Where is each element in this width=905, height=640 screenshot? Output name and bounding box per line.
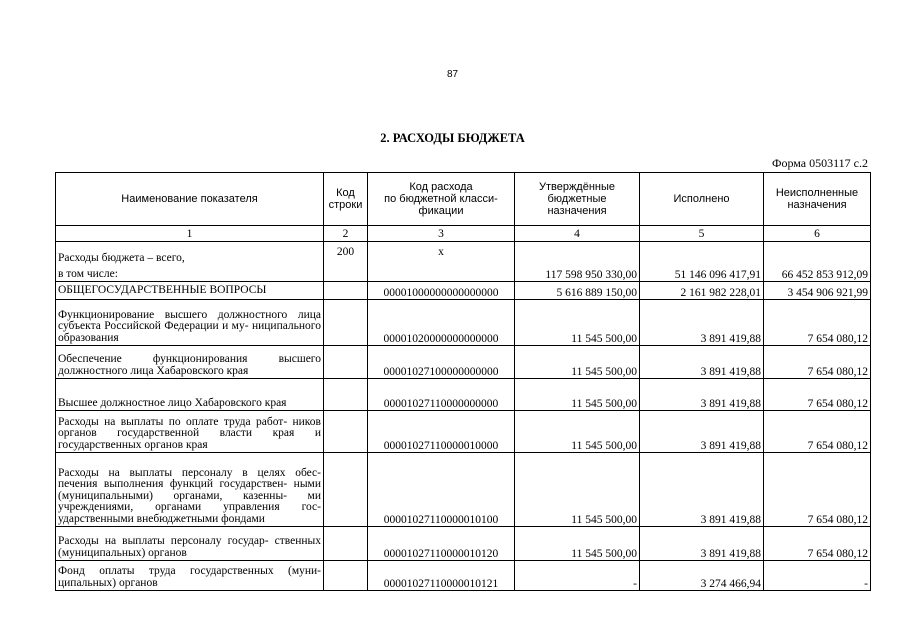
row-name: Высшее должностное лицо Хабаровского края [56, 379, 324, 411]
row-name-line1: Расходы бюджета – всего, [58, 252, 185, 264]
approved-value: 11 545 500,00 [515, 346, 640, 379]
executed-value: 3 891 419,88 [640, 411, 764, 453]
header-executed-text: Исполнено [673, 193, 730, 205]
header-class-code-line1: Код расхода [409, 181, 473, 193]
executed-value: 2 161 982 228,01 [640, 282, 764, 300]
column-number: 2 [324, 226, 368, 242]
table-row [56, 300, 871, 346]
class-code: x [368, 242, 515, 282]
header-approved-line2: бюджетные [547, 193, 607, 205]
executed-value: 3 891 419,88 [640, 527, 764, 561]
header-unexecuted-line2: назначения [787, 199, 847, 211]
table-row [56, 346, 871, 379]
class-code: 00001020000000000000 [368, 300, 515, 346]
header-row-code-line2: строки [328, 199, 363, 211]
form-label: Форма 0503117 с.2 [771, 156, 868, 170]
column-number: 1 [56, 226, 324, 242]
header-approved-line3: назначения [547, 205, 607, 217]
row-code [324, 282, 368, 300]
approved-value: 5 616 889 150,00 [515, 282, 640, 300]
header-name [56, 173, 324, 226]
class-code: 00001027110000010100 [368, 453, 515, 527]
row-name: Расходы на выплаты персоналу государ- ственных (муниципальных) органов [56, 527, 324, 561]
executed-value: 3 274 466,94 [640, 561, 764, 591]
row-code [324, 379, 368, 411]
approved-value: 11 545 500,00 [515, 300, 640, 346]
executed-value: 3 891 419,88 [640, 300, 764, 346]
row-code [324, 453, 368, 527]
row-code [324, 300, 368, 346]
table-row [56, 527, 871, 561]
unexecuted-value: 7 654 080,12 [764, 379, 871, 411]
class-code: 00001027110000010000 [368, 411, 515, 453]
row-code [324, 346, 368, 379]
class-code: 00001027100000000000 [368, 346, 515, 379]
table-header-row [56, 173, 871, 226]
column-number: 5 [640, 226, 764, 242]
row-code: 200 [324, 242, 368, 282]
class-code: 00001000000000000000 [368, 282, 515, 300]
page-number: 87 [446, 69, 459, 80]
row-name: Обеспечение функционирования высшего должностного лица Хабаровского края [56, 346, 324, 379]
header-class-code-line3: фикации [418, 205, 464, 217]
approved-value: 11 545 500,00 [515, 527, 640, 561]
budget-expenses-table [55, 172, 871, 591]
row-name: Фонд оплаты труда государственных (муни- ципальных) органов [56, 561, 324, 591]
row-name [56, 242, 324, 282]
approved-value: 117 598 950 330,00 [515, 242, 640, 282]
column-number-row [56, 226, 871, 242]
row-code [324, 561, 368, 591]
row-name-line2: в том числе: [58, 267, 118, 280]
header-class-code-line2: по бюджетной класси- [384, 193, 498, 205]
unexecuted-value: 7 654 080,12 [764, 300, 871, 346]
header-row-code-line1: Код [336, 187, 355, 199]
header-unexecuted [764, 173, 871, 226]
executed-value: 3 891 419,88 [640, 346, 764, 379]
row-code [324, 411, 368, 453]
unexecuted-value: 7 654 080,12 [764, 346, 871, 379]
approved-value: 11 545 500,00 [515, 379, 640, 411]
row-name: Функционирование высшего должностного лица субъекта Российской Федерации и му- ниципального образования [56, 300, 324, 346]
row-code [324, 527, 368, 561]
header-name-text: Наименование показателя [121, 193, 258, 205]
header-approved-line1: Утверждённые [538, 181, 616, 193]
column-number: 6 [764, 226, 871, 242]
table-row [56, 282, 871, 300]
unexecuted-value: 7 654 080,12 [764, 527, 871, 561]
column-number: 3 [368, 226, 515, 242]
approved-value: 11 545 500,00 [515, 411, 640, 453]
table-row [56, 453, 871, 527]
section-title: 2. РАСХОДЫ БЮДЖЕТА [380, 131, 525, 145]
header-approved [515, 173, 640, 226]
header-row-code [324, 173, 368, 226]
unexecuted-value: 7 654 080,12 [764, 411, 871, 453]
class-code: 00001027110000010120 [368, 527, 515, 561]
unexecuted-value: - [764, 561, 871, 591]
header-class-code [368, 173, 515, 226]
class-code: 00001027110000000000 [368, 379, 515, 411]
approved-value: - [515, 561, 640, 591]
row-name: Расходы на выплаты персоналу в целях обес- печения выполнения функций государствен- ными (муниципальными) органами, казенны- ми учреждениями, органами управления гос- ударственными внебюджетными фондами [56, 453, 324, 527]
header-unexecuted-line1: Неисполненные [775, 187, 859, 199]
approved-value: 11 545 500,00 [515, 453, 640, 527]
executed-value: 3 891 419,88 [640, 379, 764, 411]
executed-value: 3 891 419,88 [640, 453, 764, 527]
unexecuted-value: 3 454 906 921,99 [764, 282, 871, 300]
executed-value: 51 146 096 417,91 [640, 242, 764, 282]
row-name: ОБЩЕГОСУДАРСТВЕННЫЕ ВОПРОСЫ [56, 282, 324, 300]
unexecuted-value: 7 654 080,12 [764, 453, 871, 527]
column-number: 4 [515, 226, 640, 242]
class-code: 00001027110000010121 [368, 561, 515, 591]
header-executed [640, 173, 764, 226]
table-row [56, 561, 871, 591]
row-name: Расходы на выплаты по оплате труда работ- ников органов государственной власти края и государственных органов края [56, 411, 324, 453]
table-row [56, 242, 871, 282]
table-row [56, 411, 871, 453]
unexecuted-value: 66 452 853 912,09 [764, 242, 871, 282]
table-row [56, 379, 871, 411]
